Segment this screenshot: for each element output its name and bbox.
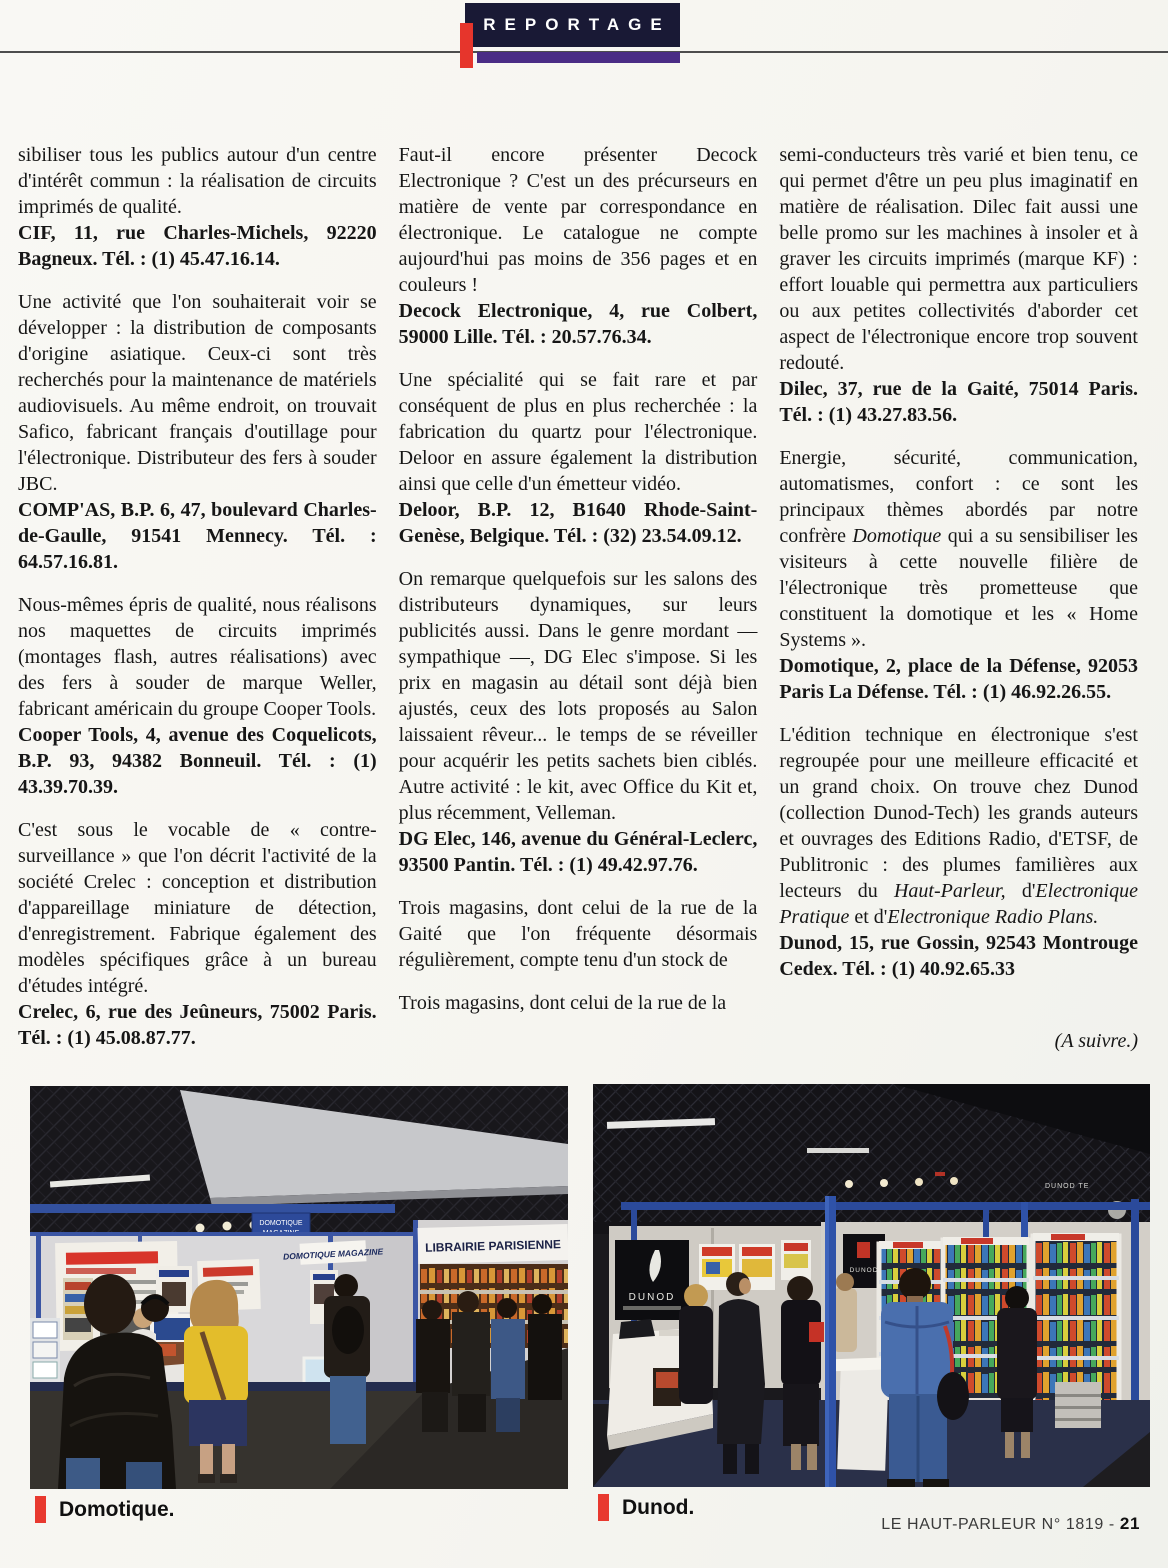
banner-purple-bar [477, 52, 680, 63]
caption-dunod [598, 1494, 694, 1521]
page-title: REPORTAGE [483, 15, 671, 34]
footer-page-number: 21 [1119, 1514, 1140, 1533]
body-paragraph: C'est sous le vocable de « contre-surveillance » que l'on décrit l'activité de la société Crelec : conception et distribution d'appareillage miniature de détection, d'enregistrement. Fabrique également des modèles spécifiques grâce à un bureau d'études intégré. [18, 819, 377, 997]
body-paragraph: semi-conducteurs très varié et bien tenu, ce qui permet d'être un peu plus imaginatif en matière de réalisation. Dilec fait aussi une belle promo sur les machines à insoler et à graver les circuits imprimés (marque KF) : effort louable qui permettra aux particuliers ou aux petites collectivités d'aborder cet aspect de l'électronique encore trop souvent redouté. [779, 144, 1138, 374]
article-column [18, 142, 377, 1054]
body-paragraph: On remarque quelquefois sur les salons des distributeurs dynamiques, sur leurs publicités aussi. Dans le genre mordant — sympathique —, DG Elec s'impose. Si les prix en magasin au détail sont déjà bien ajustés, ceux des lots proposés au Salon laissaient rêveur... le temps de se réveiller pour acquérir les petits sachets bien ciblés. Autre activité : le kit, avec Office du Kit et, plus récemment, Velleman. [398, 568, 758, 824]
footer-issue: LE HAUT-PARLEUR N° 1819 - [881, 1516, 1120, 1533]
address-paragraph: Crelec, 6, rue des Jeûneurs, 75002 Paris. Tél. : (1) 45.08.87.77. [18, 1001, 377, 1049]
address-paragraph: Deloor, B.P. 12, B1640 Rhode-Saint-Genèse, Belgique. Tél. : (32) 23.54.09.12. [398, 499, 758, 547]
librairie-banner-text: LIBRAIRIE PARISIENNE [424, 1237, 562, 1255]
frame-rail [30, 1232, 420, 1236]
booth-beam [30, 1204, 395, 1213]
caption-domotique [35, 1496, 175, 1523]
body-paragraph: Faut-il encore présenter Decock Electronique ? C'est un des précurseurs en matière de vente par correspondance en électronique. Le catalogue ne compte aujourd'hui pas moins de 356 pages et en couleurs ! [398, 144, 758, 296]
booth-beam [621, 1202, 1150, 1210]
body-paragraph: sibiliser tous les publics autour d'un centre d'intérêt commun : la réalisation de circuits imprimés de qualité. [18, 144, 377, 218]
visitor-beige-head [836, 1273, 854, 1291]
frame-post-highlight [825, 1196, 829, 1487]
body-paragraph: Trois magasins, dont celui de la rue de la Gaité que l'on fréquente désormais régulièrement, compte tenu d'un stock de [398, 897, 758, 971]
visitor-backpack [324, 1274, 370, 1444]
hanging-sign-text-1: DOMOTIQUE [259, 1220, 303, 1227]
caption-red-bar [35, 1496, 46, 1523]
address-paragraph: Decock Electronique, 4, rue Colbert, 59000 Lille. Tél. : 20.57.76.34. [398, 300, 758, 348]
dunod-sign-text: DUNOD [849, 1267, 879, 1274]
to-be-continued: (A suivre.) [1054, 1030, 1138, 1052]
red-marker [935, 1172, 945, 1176]
banner-red-bar [460, 23, 473, 68]
white-pallet [1055, 1382, 1101, 1428]
address-paragraph: DG Elec, 146, avenue du Général-Leclerc, 93500 Pantin. Tél. : (1) 49.42.97.76. [398, 828, 758, 876]
reportage-banner [465, 3, 680, 47]
address-paragraph: Dunod, 15, rue Gossin, 92543 Montrouge Cedex. Tél. : (1) 40.92.65.33 [779, 932, 1138, 980]
frame-post [1131, 1199, 1139, 1427]
spotlight [845, 1180, 853, 1188]
address-paragraph: CIF, 11, rue Charles-Michels, 92220 Bagneux. Tél. : (1) 45.47.16.14. [18, 222, 377, 270]
visitor-red-book-woman [781, 1276, 824, 1470]
body-paragraph: Energie, sécurité, communication, automatismes, confort : ce sont les principaux thèmes abordés par notre confrère Domotique qui a su sensibiliser les visiteurs à cette nouvelle filière de l'électronique très prometteuse que constituent la domotique et les « Home Systems ». [779, 447, 1138, 651]
spotlight [223, 1222, 232, 1231]
address-paragraph: Dilec, 37, rue de la Gaité, 75014 Paris. Tél. : (1) 43.27.83.56. [779, 378, 1138, 426]
fluorescent-light [807, 1148, 869, 1153]
spotlight [196, 1224, 205, 1233]
caption-text: Domotique. [59, 1497, 175, 1521]
caption-text: Dunod. [622, 1495, 695, 1519]
spotlight [915, 1178, 923, 1186]
body-paragraph: Une activité que l'on souhaiterait voir se développer : la distribution de composants d'origine asiatique. Ceux-ci sont très recherchés pour la maintenance de matériels audiovisuels. Au même endroit, on trouvait Safico, fabricant français d'outillage pour l'électronique. Distributeur des fers à souder JBC. [18, 291, 377, 495]
address-paragraph: Cooper Tools, 4, avenue des Coquelicots, B.P. 93, 94382 Bonneuil. Tél. : (1) 43.39.70.39. [18, 724, 377, 798]
dunod-photo-scene [593, 1084, 1150, 1487]
page-footer [881, 1514, 1140, 1534]
address-paragraph: Domotique, 2, place de la Défense, 92053 Paris La Défense. Tél. : (1) 46.92.26.55. [779, 655, 1138, 703]
article-column [779, 142, 1138, 1054]
body-paragraph: Trois magasins, dont celui de la rue de la [398, 992, 727, 1014]
visitor-beige [833, 1288, 857, 1352]
dunod-photo [593, 1084, 1150, 1487]
spotlight [880, 1179, 888, 1187]
shelf-line [420, 1290, 568, 1294]
article-body [18, 142, 1138, 1054]
body-paragraph: Nous-mêmes épris de qualité, nous réalisons nos maquettes de circuits imprimés (montages flash, autres réalisations) avec des fers à souder de marque Weller, fabricant américain du groupe Cooper Tools. [18, 594, 377, 720]
address-paragraph: COMP'AS, B.P. 6, 47, boulevard Charles-de-Gaulle, 91541 Mennecy. Tél. : 64.57.16.81. [18, 499, 377, 573]
body-paragraph: Une spécialité qui se fait rare et par conséquent de plus en plus recherchée : la fabrication du quartz pour l'électronique. Deloor en assure également la distribution ainsi que celle d'un émetteur vidéo. [398, 369, 758, 495]
spotlight [950, 1177, 958, 1185]
caption-red-bar [598, 1494, 609, 1521]
wall-banner-text: DOMOTIQUE MAGAZINE [282, 1246, 384, 1262]
dunod-poster-text: DUNOD [628, 1292, 676, 1303]
visitor-headphones [141, 1294, 169, 1322]
dunod-black-poster [615, 1240, 689, 1320]
dunod-top-label: DUNOD TE [1045, 1183, 1090, 1190]
body-paragraph: L'édition technique en électronique s'est regroupée pour une meilleure efficacité et un grand choix. On trouve chez Dunod (collection Dunod-Tech) les grands auteurs et ouvrages des Editions Radio, d'ETSF, de Publitronic : des plumes familières aux lecteurs du Haut-Parleur, d'Electronique Pratique et d'Electronique Radio Plans. [779, 724, 1138, 928]
domotique-photo [30, 1086, 568, 1489]
domotique-photo-scene [30, 1086, 568, 1489]
article-column [399, 142, 758, 1054]
